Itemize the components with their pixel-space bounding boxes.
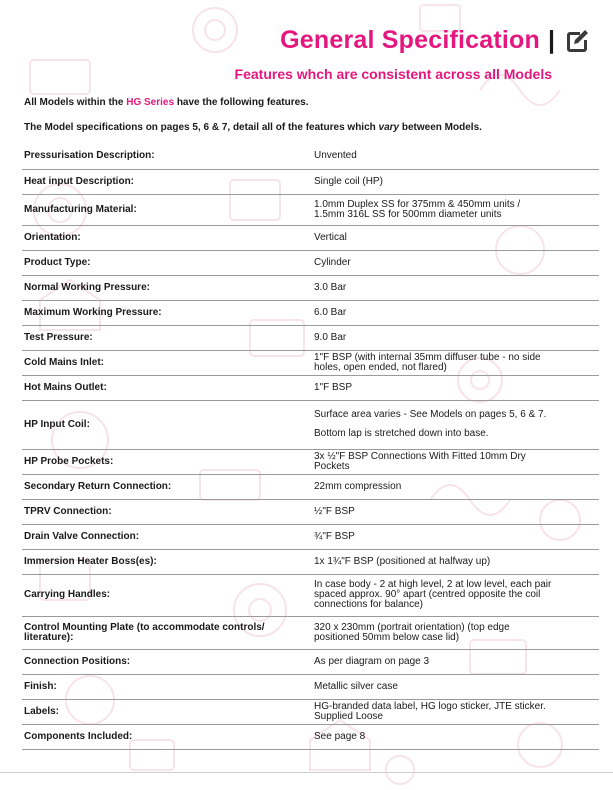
spec-row: [22, 194, 599, 225]
spec-row: [22, 250, 599, 275]
intro-line-2-pre: The Model specifications on pages 5, 6 & 7, detail all of the features which: [24, 122, 379, 133]
spec-value: [312, 194, 599, 225]
spec-row: [22, 574, 599, 616]
spec-value-line: See page 8: [314, 730, 366, 742]
page-subtitle: Features whch are consistent across all Models: [234, 66, 552, 82]
intro-line-1-pre: All Models within the: [24, 97, 127, 108]
spec-value-line: 320 x 230mm (portrait orientation) (top edge: [314, 621, 510, 633]
spec-value-line: 9.0 Bar: [314, 331, 347, 343]
spec-value-line: ½"F BSP: [314, 505, 355, 517]
spec-label: Components Included:: [22, 724, 312, 749]
spec-row: [22, 649, 599, 674]
spec-label: Maximum Working Pressure:: [22, 300, 312, 325]
spec-value: [312, 574, 599, 616]
spec-label: HP Input Coil:: [22, 400, 312, 449]
spec-value-line: Supplied Loose: [314, 710, 383, 722]
spec-row: [22, 144, 599, 169]
spec-row: [22, 524, 599, 549]
intro-line-1-post: have the following features.: [174, 97, 309, 108]
spec-value: [312, 350, 599, 375]
spec-label: Secondary Return Connection:: [22, 474, 312, 499]
spec-value: [312, 649, 599, 674]
spec-row: [22, 275, 599, 300]
spec-value-line: Pockets: [314, 460, 350, 472]
spec-row: [22, 474, 599, 499]
spec-value-line: 1.5mm 316L SS for 500mm diameter units: [314, 208, 502, 220]
spec-row: [22, 225, 599, 250]
spec-label: Immersion Heater Boss(es):: [22, 549, 312, 574]
title-row: [280, 26, 591, 55]
spec-value-line: 22mm compression: [314, 480, 402, 492]
spec-row: [22, 350, 599, 375]
intro-line-2-emphasis: vary: [378, 122, 400, 133]
spec-row: [22, 169, 599, 194]
intro-line-2: [24, 122, 482, 133]
spec-value: [312, 275, 599, 300]
spec-value: [312, 400, 599, 449]
footer-divider: [0, 772, 613, 773]
series-highlight: HG Series: [126, 97, 175, 108]
spec-row: [22, 674, 599, 699]
spec-value: [312, 375, 599, 400]
spec-value: [312, 474, 599, 499]
spec-label: Connection Positions:: [22, 649, 312, 674]
spec-row: [22, 724, 599, 749]
spec-row: [22, 699, 599, 724]
spec-row: [22, 499, 599, 524]
spec-value-line: ¾"F BSP: [314, 530, 355, 542]
spec-value-line: Unvented: [314, 150, 357, 162]
spec-label: Labels:: [22, 699, 312, 724]
spec-label: Cold Mains Inlet:: [22, 350, 312, 375]
spec-table: [22, 144, 599, 750]
spec-value: [312, 250, 599, 275]
spec-row: [22, 616, 599, 649]
spec-label: Normal Working Pressure:: [22, 275, 312, 300]
spec-value: [312, 300, 599, 325]
spec-value-line: As per diagram on page 3: [314, 655, 430, 667]
spec-value-line: Single coil (HP): [314, 175, 383, 187]
spec-label: TPRV Connection:: [22, 499, 312, 524]
spec-value-line: Vertical: [314, 231, 347, 243]
page-title: General Specification: [280, 26, 540, 54]
spec-value-line: 1"F BSP (with internal 35mm diffuser tube - no side: [314, 351, 541, 363]
spec-label: Drain Valve Connection:: [22, 524, 312, 549]
spec-label: Finish:: [22, 674, 312, 699]
spec-value-line: Cylinder: [314, 256, 351, 268]
spec-value: [312, 524, 599, 549]
spec-value: [312, 616, 599, 649]
spec-label: Pressurisation Description:: [22, 144, 312, 169]
spec-value: [312, 225, 599, 250]
spec-label: Control Mounting Plate (to accommodate controls/ literature):: [22, 616, 312, 649]
spec-value-line: positioned 50mm below case lid): [314, 631, 460, 643]
spec-label: Manufacturing Material:: [22, 194, 312, 225]
spec-value: [312, 499, 599, 524]
spec-row: [22, 400, 599, 449]
spec-value-line: connections for balance): [314, 599, 423, 610]
intro-line-2-post: between Models.: [399, 122, 482, 133]
intro-line-1: [24, 97, 309, 108]
spec-row: [22, 375, 599, 400]
edit-icon: [563, 27, 591, 55]
spec-label: Heat input Description:: [22, 169, 312, 194]
spec-row: [22, 549, 599, 574]
spec-value: [312, 549, 599, 574]
spec-value: [312, 724, 599, 749]
spec-value: [312, 325, 599, 350]
spec-value-line: Bottom lap is stretched down into base.: [314, 428, 489, 439]
title-separator: |: [548, 26, 555, 54]
spec-value-line: 1x 1¾"F BSP (positioned at halfway up): [314, 555, 491, 567]
spec-label: Hot Mains Outlet:: [22, 375, 312, 400]
spec-value: [312, 449, 599, 474]
spec-value-line: In case body - 2 at high level, 2 at low level, each pair: [314, 579, 552, 590]
spec-value: [312, 674, 599, 699]
spec-value-line: 1.0mm Duplex SS for 375mm & 450mm units /: [314, 198, 521, 210]
spec-value-line: Surface area varies - See Models on pages 5, 6 & 7.: [314, 409, 547, 420]
spec-value-line: Metallic silver case: [314, 680, 398, 692]
spec-value-line: 6.0 Bar: [314, 306, 347, 318]
spec-label: Test Pressure:: [22, 325, 312, 350]
spec-value-line: 3.0 Bar: [314, 281, 347, 293]
spec-value-line: 1"F BSP: [314, 381, 353, 393]
spec-value-line: spaced approx. 90° apart (centred opposite the coil: [314, 589, 541, 600]
spec-value-line: HG-branded data label, HG logo sticker, JTE sticker.: [314, 700, 546, 712]
spec-row: [22, 449, 599, 474]
spec-value: [312, 144, 599, 169]
spec-value: [312, 169, 599, 194]
spec-value-line: holes, open ended, not flared): [314, 361, 447, 373]
spec-label: Carrying Handles:: [22, 574, 312, 616]
spec-row: [22, 300, 599, 325]
spec-label: Product Type:: [22, 250, 312, 275]
spec-value: [312, 699, 599, 724]
spec-row: [22, 325, 599, 350]
spec-label: HP Probe Pockets:: [22, 449, 312, 474]
spec-label: Orientation:: [22, 225, 312, 250]
spec-value-line: 3x ½"F BSP Connections With Fitted 10mm Dry: [314, 450, 526, 462]
